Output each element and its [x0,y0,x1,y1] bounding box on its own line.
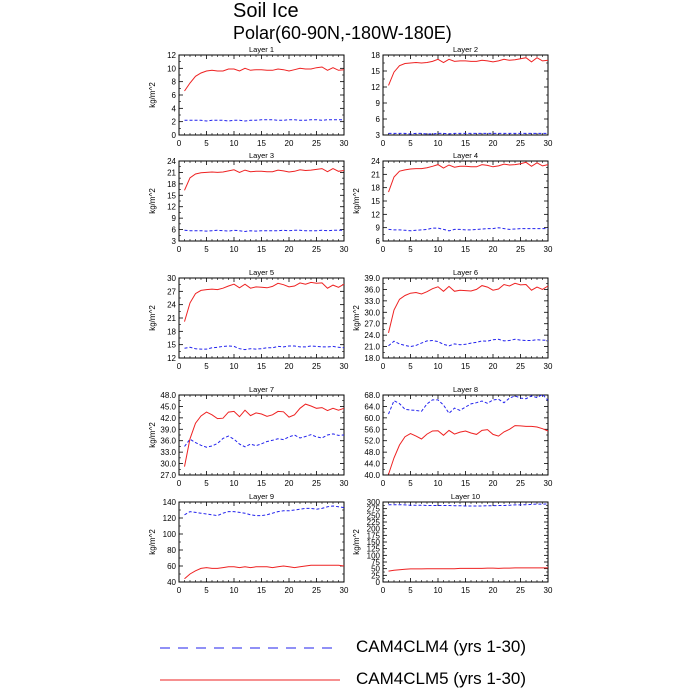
y-tick-label: 0 [171,131,176,140]
y-tick-label: 125 [366,544,380,554]
panel-8 [364,385,553,488]
x-tick-label: 20 [488,479,498,488]
x-tick-label: 10 [229,245,239,254]
panel-frame [179,395,344,475]
x-tick-label: 0 [380,586,386,595]
y-tick-label: 33.0 [160,448,176,458]
y-tick-label: 21 [167,314,176,323]
y-tick-label: 2 [171,117,176,127]
y-tick-label: 18 [167,179,176,189]
y-tick-label: 30.0 [160,459,176,469]
y-tick-label: 27.0 [160,471,176,480]
y-tick-label: 45.0 [160,402,176,412]
y-tick-label: 275 [366,504,380,514]
y-axis-label: kg/m^2 [148,422,157,448]
x-tick-label: 25 [516,586,525,595]
y-tick-label: 27.0 [364,319,380,329]
y-tick-label: 12 [371,210,380,220]
x-tick-label: 20 [488,362,498,371]
y-tick-label: 12 [167,354,176,363]
series-line-cam4clm5 [389,283,549,333]
y-tick-label: 200 [366,524,380,534]
x-tick-label: 10 [229,362,239,371]
y-tick-label: 30 [167,274,176,283]
series-line-cam4clm5 [389,162,549,192]
series-line-cam4clm5 [185,67,345,91]
x-tick-label: 10 [433,362,443,371]
y-tick-label: 8 [171,77,176,87]
x-tick-label: 30 [339,362,349,371]
panel-title: Layer 4 [452,151,479,160]
y-tick-label: 60.0 [364,413,380,423]
y-tick-label: 120 [162,514,176,523]
x-tick-label: 10 [433,586,443,595]
series-line-cam4clm4 [185,120,345,121]
series-line-cam4clm4 [389,133,549,134]
y-tick-label: 100 [162,530,176,539]
x-tick-label: 5 [204,586,209,595]
y-tick-label: 140 [162,498,176,507]
panel-title: Layer 6 [452,268,479,277]
x-tick-label: 30 [543,245,553,254]
y-tick-label: 6 [171,91,176,100]
x-tick-label: 0 [176,139,182,148]
legend-label-2: CAM4CLM5 (yrs 1-30) [356,669,527,688]
y-axis-label: kg/m^2 [148,188,157,214]
x-tick-label: 10 [433,139,443,148]
y-tick-label: 56.0 [364,425,380,435]
x-tick-label: 0 [380,139,386,148]
y-tick-label: 300 [366,498,380,507]
x-tick-label: 15 [257,362,266,371]
x-tick-label: 20 [284,479,294,488]
x-tick-label: 20 [488,586,498,595]
y-tick-label: 175 [366,531,380,541]
x-tick-label: 5 [204,362,209,371]
series-line-cam4clm5 [185,282,345,321]
panel-title: Layer 3 [248,151,275,160]
y-tick-label: 6 [375,237,380,246]
x-tick-label: 25 [516,362,525,371]
x-tick-label: 30 [339,139,349,148]
x-tick-label: 25 [312,586,321,595]
x-tick-label: 30 [339,245,349,254]
panel-2 [371,45,553,148]
y-tick-label: 39.0 [160,425,176,435]
chart-title: Soil Ice [233,0,299,22]
x-tick-label: 15 [461,362,470,371]
panel-title: Layer 2 [452,45,479,54]
x-tick-label: 20 [488,245,498,254]
series-line-cam4clm4 [389,504,549,506]
y-tick-label: 24.0 [364,331,380,341]
x-tick-label: 30 [543,479,553,488]
x-tick-label: 15 [257,586,266,595]
y-tick-label: 64.0 [364,402,380,412]
series-line-cam4clm5 [389,58,549,86]
x-tick-label: 30 [339,479,349,488]
panel-1 [148,45,349,148]
series-line-cam4clm5 [389,568,549,571]
x-tick-label: 15 [461,139,470,148]
y-tick-label: 9 [375,99,380,108]
x-tick-label: 30 [543,586,553,595]
x-tick-label: 15 [257,245,266,254]
x-tick-label: 10 [229,479,239,488]
x-tick-label: 25 [516,139,525,148]
x-tick-label: 5 [408,362,413,371]
x-tick-label: 30 [543,362,553,371]
y-tick-label: 40.0 [364,471,380,480]
y-tick-label: 6 [375,115,380,124]
x-tick-label: 5 [204,245,209,254]
x-tick-label: 5 [408,139,413,148]
y-tick-label: 24 [167,157,176,166]
panel-9 [148,492,349,595]
y-tick-label: 68.0 [364,391,380,400]
x-tick-label: 0 [380,479,386,488]
panel-6 [352,268,553,371]
y-tick-label: 25 [371,571,380,581]
panel-title: Layer 7 [248,385,275,394]
y-tick-label: 15 [371,67,380,76]
y-tick-label: 15 [167,340,176,350]
x-tick-label: 30 [339,586,349,595]
series-line-cam4clm4 [389,228,549,231]
y-axis-label: kg/m^2 [148,529,157,555]
panel-3 [148,151,349,254]
chart-subtitle: Polar(60-90N,-180W-180E) [233,23,452,43]
x-tick-label: 15 [461,479,470,488]
x-tick-label: 0 [176,362,182,371]
y-axis-label: kg/m^2 [352,305,361,331]
panel-title: Layer 1 [248,45,275,54]
series-line-cam4clm5 [185,169,345,191]
series-line-cam4clm4 [185,346,345,350]
x-tick-label: 25 [312,139,321,148]
panel-title: Layer 5 [248,268,275,277]
panel-title: Layer 8 [452,385,479,394]
panel-frame [383,502,548,582]
panel-10 [352,492,553,595]
y-axis-label: kg/m^2 [352,188,361,214]
x-tick-label: 20 [284,139,294,148]
y-tick-label: 36.0 [364,285,380,295]
y-tick-label: 150 [366,538,380,547]
y-tick-label: 75 [371,558,380,567]
y-tick-label: 18 [167,327,176,337]
x-tick-label: 25 [312,245,321,254]
y-tick-label: 52.0 [364,436,380,446]
y-tick-label: 6 [171,225,176,235]
panel-title: Layer 10 [450,492,481,501]
y-tick-label: 48.0 [364,448,380,458]
x-tick-label: 10 [229,139,239,148]
y-tick-label: 12 [167,202,176,212]
y-tick-label: 24 [371,157,380,166]
panel-7 [148,385,349,488]
y-tick-label: 18 [371,51,380,60]
y-axis-label: kg/m^2 [352,529,361,555]
y-tick-label: 0 [375,578,380,587]
y-tick-label: 30.0 [364,308,380,318]
y-tick-label: 18.0 [364,354,380,363]
x-tick-label: 5 [408,586,413,595]
x-tick-label: 15 [257,479,266,488]
panel-5 [148,268,349,371]
y-tick-label: 12 [167,51,176,60]
x-tick-label: 25 [516,479,525,488]
series-line-cam4clm4 [389,339,549,346]
legend-label-1: CAM4CLM4 (yrs 1-30) [356,637,527,656]
y-tick-label: 33.0 [364,296,380,306]
y-axis-label: kg/m^2 [148,82,157,108]
series-line-cam4clm4 [185,506,345,516]
series-line-cam4clm4 [185,230,345,231]
x-tick-label: 0 [176,479,182,488]
x-tick-label: 0 [176,586,182,595]
y-tick-label: 21.0 [364,342,380,352]
x-tick-label: 20 [488,139,498,148]
y-tick-label: 48.0 [160,391,176,400]
x-tick-label: 10 [433,479,443,488]
y-tick-label: 42.0 [160,413,176,423]
x-tick-label: 25 [312,362,321,371]
x-tick-label: 5 [408,245,413,254]
x-tick-label: 15 [461,586,470,595]
y-tick-label: 250 [366,511,380,521]
x-tick-label: 20 [284,586,294,595]
y-tick-label: 40 [167,578,176,587]
series-line-cam4clm4 [389,394,549,414]
y-tick-label: 15 [167,191,176,201]
series-line-cam4clm5 [185,404,345,467]
panel-frame [383,55,548,135]
y-tick-label: 27 [167,287,176,297]
x-tick-label: 25 [516,245,525,254]
y-tick-label: 21 [167,168,176,178]
x-tick-label: 10 [433,245,443,254]
y-tick-label: 39.0 [364,274,380,283]
x-tick-label: 5 [204,479,209,488]
y-tick-label: 15 [371,197,380,206]
y-tick-label: 10 [167,64,176,74]
y-tick-label: 50 [371,564,380,574]
y-tick-label: 24 [167,300,176,310]
x-tick-label: 15 [257,139,266,148]
x-tick-label: 15 [461,245,470,254]
x-tick-label: 0 [380,362,386,371]
y-tick-label: 80 [167,546,176,555]
y-tick-label: 44.0 [364,459,380,469]
x-tick-label: 25 [312,479,321,488]
y-tick-label: 60 [167,562,176,571]
panel-title: Layer 9 [248,492,275,501]
x-tick-label: 5 [408,479,413,488]
y-axis-label: kg/m^2 [148,305,157,331]
y-tick-label: 9 [375,223,380,233]
y-tick-label: 18 [371,183,380,193]
series-line-cam4clm4 [185,434,345,447]
y-tick-label: 12 [371,83,380,92]
x-tick-label: 0 [176,245,182,254]
x-tick-label: 10 [229,586,239,595]
y-tick-label: 3 [171,237,176,246]
x-tick-label: 5 [204,139,209,148]
series-line-cam4clm5 [185,565,345,579]
y-tick-label: 3 [375,131,380,140]
y-tick-label: 225 [366,518,380,527]
x-tick-label: 20 [284,362,294,371]
x-tick-label: 30 [543,139,553,148]
y-tick-label: 9 [171,214,176,224]
y-tick-label: 21 [371,170,380,180]
y-tick-label: 100 [366,551,380,561]
series-line-cam4clm5 [389,426,549,475]
y-tick-label: 36.0 [160,436,176,446]
y-tick-label: 4 [171,104,176,114]
x-tick-label: 20 [284,245,294,254]
panel-4 [352,151,553,254]
x-tick-label: 0 [380,245,386,254]
